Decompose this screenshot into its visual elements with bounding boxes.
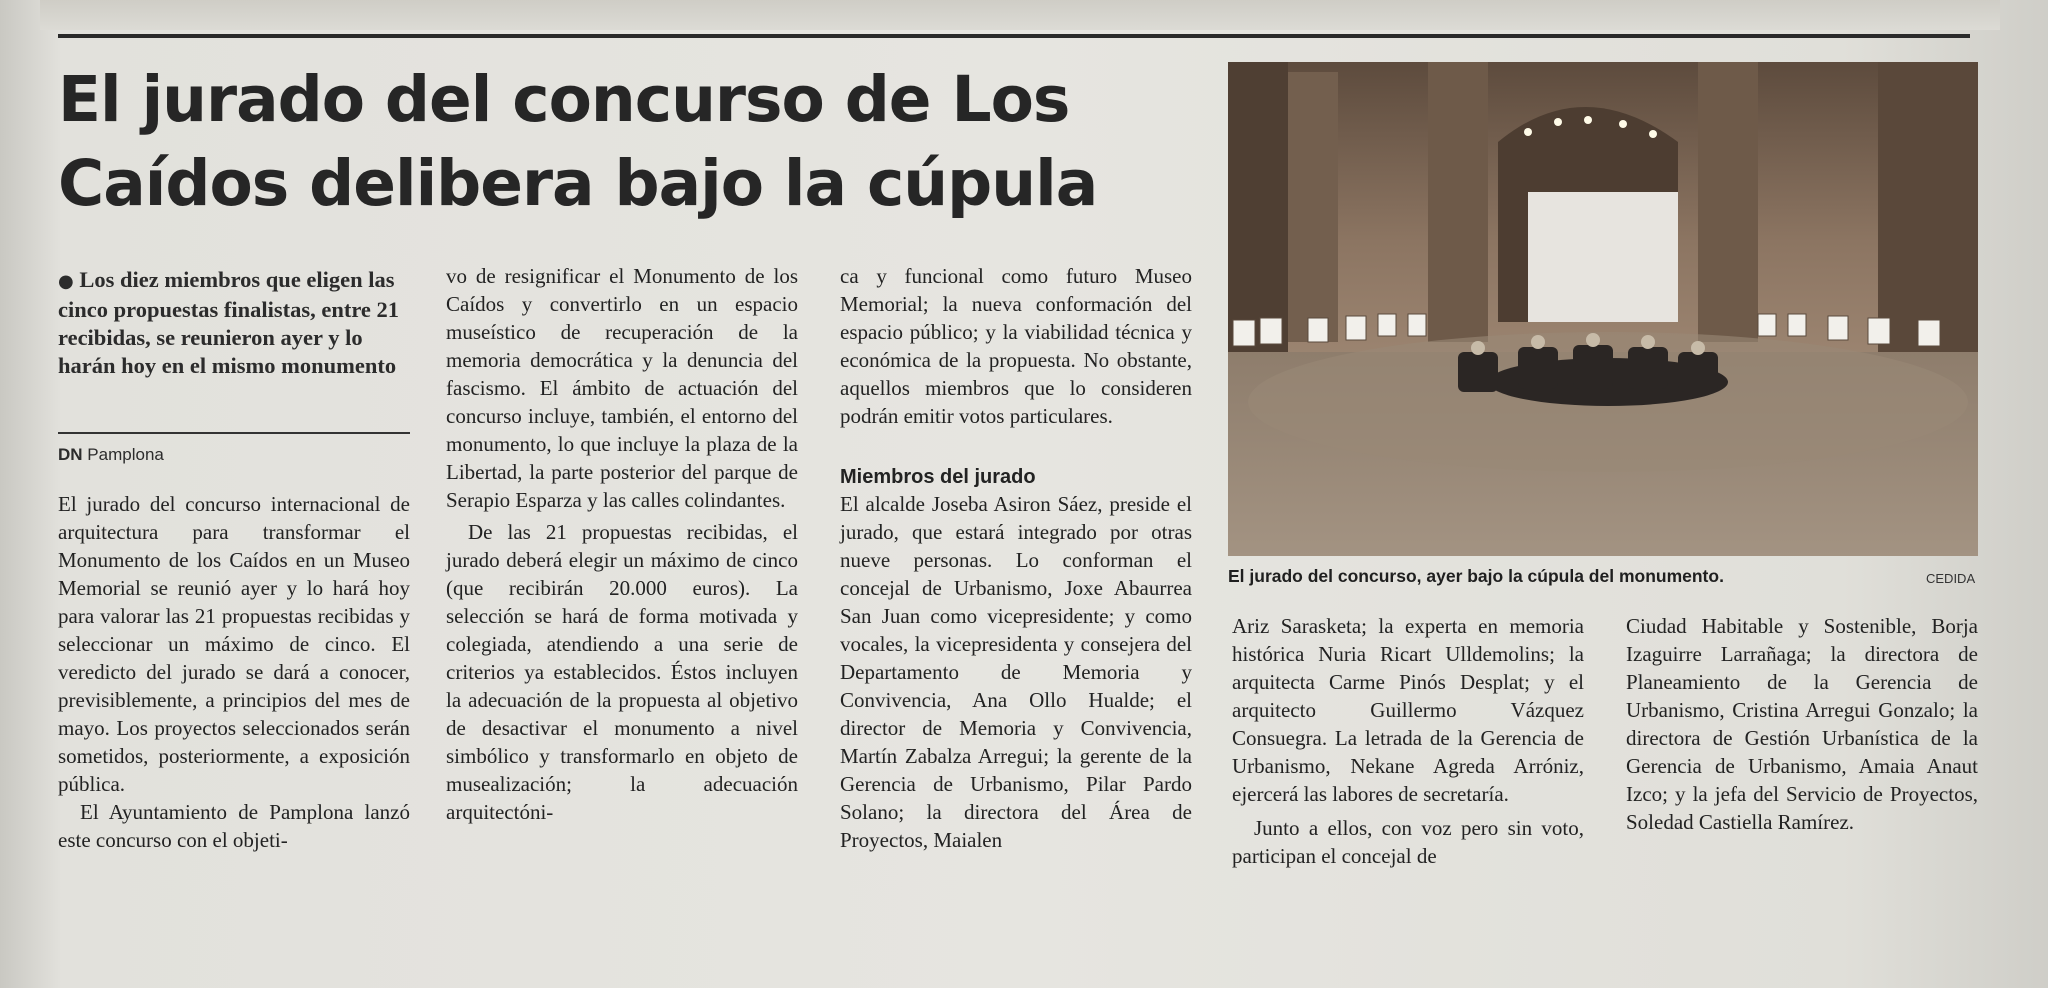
photo-caption: El jurado del concurso, ayer bajo la cúpula del monumento. <box>1228 566 1724 586</box>
paragraph: De las 21 propuestas recibidas, el jurado deberá elegir un máximo de cinco (que recibirán 20.000 euros). La selección se hará de forma motivada y colegiada, atendiendo a una serie de criterios ya establecidos. Éstos incluyen la adecuación de la propuesta al objetivo de desactivar el monumento a nivel simbólico y transformarlo en objeto de musealización; la adecuación arquitectóni- <box>446 520 798 824</box>
bullet-icon: ● <box>58 271 74 292</box>
dome-interior-image <box>1228 62 1978 556</box>
top-rule <box>58 34 1970 38</box>
paragraph: Ciudad Habitable y Sostenible, Borja Izaguirre Larrañaga; la directora de Planeamiento de la Gerencia de Urbanismo, Cristina Arregui Gonzalo; la directora de Gestión Urbanística de la Gerencia de Urbanismo, Amaia Anaut Izco; y la jefa del Servicio de Proyectos, Soledad Castiella Ramírez. <box>1626 614 1978 834</box>
column-1 <box>58 490 410 854</box>
paragraph: El alcalde Joseba Asiron Sáez, preside el jurado, que estará integrado por otras nueve personas. Lo conforman el concejal de Urbanismo, Joxe Abaurrea San Juan como vicepresidente; y como vocales, la vicepresidenta y consejera del Departamento de Memoria y Convivencia, Ana Ollo Hualde; el director de Memoria y Convivencia, Martín Zabalza Arregui; la gerente de la Gerencia de Urbanismo, Pilar Pardo Solano; la directora del Área de Proyectos, Maialen <box>840 492 1192 852</box>
article-lead <box>58 266 408 380</box>
byline <box>58 445 164 465</box>
lead-divider <box>58 432 410 434</box>
paragraph: El jurado del concurso internacional de arquitectura para transformar el Monumento de los Caídos en un Museo Memorial se reunió ayer y lo hará hoy para valorar las 21 propuestas recibidas y seleccionar un máximo de cinco. El veredicto del jurado se dará a conocer, previsiblemente, a principios del mes de mayo. Los proyectos seleccionados serán sometidos, posteriormente, a exposición pública. <box>58 492 410 796</box>
paragraph: Junto a ellos, con voz pero sin voto, participan el concejal de <box>1232 816 1584 868</box>
previous-page-strip <box>40 0 2000 30</box>
jury-photo <box>1228 62 1978 556</box>
paragraph: Ariz Sarasketa; la experta en memoria histórica Nuria Ricart Ulldemolins; la arquitecta Carme Pinós Desplat; y el arquitecto Guillermo Vázquez Consuegra. La letrada de la Gerencia de Urbanismo, Nekane Agreda Arróniz, ejercerá las labores de secretaría. <box>1232 614 1584 806</box>
column-2 <box>446 262 798 826</box>
subhead-jury-members: Miembros del jurado <box>840 466 1036 488</box>
byline-place: Pamplona <box>87 445 164 464</box>
column-3 <box>840 262 1192 854</box>
paragraph: El Ayuntamiento de Pamplona lanzó este concurso con el objeti- <box>58 800 410 852</box>
byline-outlet: DN <box>58 445 83 464</box>
paragraph: vo de resignificar el Monumento de los Caídos y convertirlo en un espacio museístico de recuperación de la memoria democrática y la denuncia del fascismo. El ámbito de actuación del concurso incluye, también, el entorno del monumento, lo que incluye la plaza de la Libertad, la parte posterior del parque de Serapio Esparza y las calles colindantes. <box>446 264 798 512</box>
column-5 <box>1626 612 1978 836</box>
article-headline: El jurado del concurso de Los Caídos delibera bajo la cúpula <box>58 63 1098 220</box>
lead-text: Los diez miembros que eligen las cinco propuestas finalistas, entre 21 recibidas, se reunieron ayer y lo harán hoy en el mismo monumento <box>58 267 400 378</box>
photo-credit: CEDIDA <box>1926 571 1976 586</box>
paragraph: ca y funcional como futuro Museo Memorial; la nueva conformación del espacio público; y la viabilidad técnica y económica de la propuesta. No obstante, aquellos miembros que lo consideren podrán emitir votos particulares. <box>840 264 1192 428</box>
column-4 <box>1232 612 1584 870</box>
